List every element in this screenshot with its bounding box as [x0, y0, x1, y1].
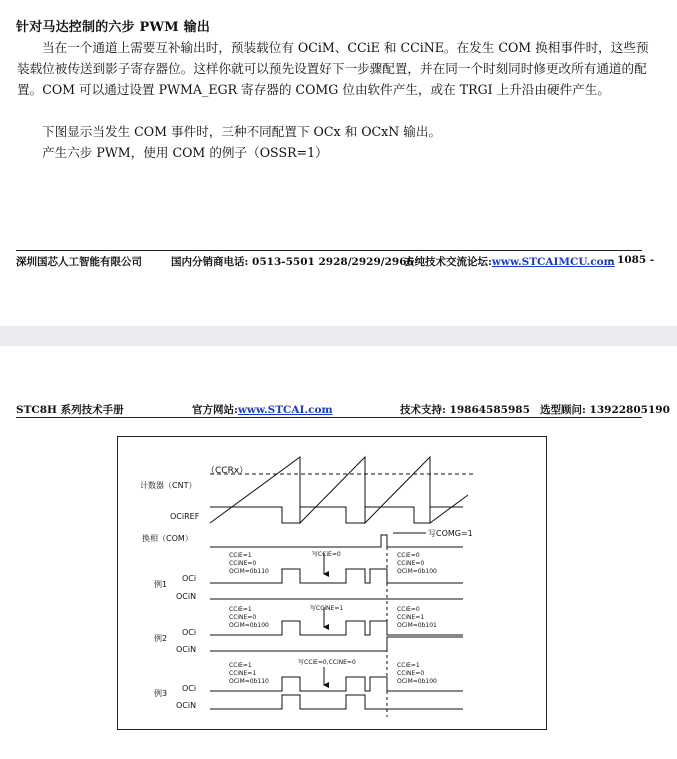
- ex1-oc-label: OCi: [182, 574, 197, 583]
- com-waveform: [210, 535, 463, 547]
- header-site: [192, 402, 333, 417]
- header-site-label: 官方网站:: [192, 404, 238, 416]
- ex3-after-line1: CCiE=1: [397, 662, 420, 669]
- ex1-after-line2: CCiNE=0: [397, 560, 425, 567]
- ex3-after-line3: OCiM=0b100: [397, 678, 437, 685]
- manual-title: STC8H 系列技术手册: [16, 404, 124, 416]
- ex2-after-line1: CCiE=0: [397, 606, 420, 613]
- paragraph-figure-intro: 下图显示当发生 COM 事件时，三种不同配置下 OCx 和 OCxN 输出。: [42, 124, 442, 139]
- ex2-oc-label: OCi: [182, 628, 197, 637]
- ex3-after-line2: CCiNE=0: [397, 670, 425, 677]
- com-label: 换相（COM）: [142, 534, 193, 543]
- comg-note: 写COMG=1: [428, 529, 473, 538]
- ex1-write-note: 写CCiE=0: [312, 551, 341, 558]
- ex1-before-line2: CCiNE=0: [229, 560, 257, 567]
- ex2-ocn-waveform: [210, 637, 463, 651]
- ex2-before-line2: CCiNE=0: [229, 614, 257, 621]
- timing-diagram: [117, 436, 547, 730]
- ex3-ocn-label: OCiN: [176, 701, 197, 710]
- ccrx-label: （CCRx）: [206, 466, 249, 476]
- counter-sawtooth: [210, 457, 468, 523]
- ex3-name: 例3: [154, 689, 168, 698]
- ex2-after-line2: CCiNE=1: [397, 614, 425, 621]
- ex1-after-line3: OCiM=0b100: [397, 568, 437, 575]
- ex3-before-line3: OCiM=0b110: [229, 678, 269, 685]
- ex2-name: 例2: [154, 634, 168, 643]
- ex2-write-note: 写CCiNE=1: [310, 605, 344, 612]
- ex2-ocn-label: OCiN: [176, 645, 197, 654]
- page-number: - 1085 -: [609, 254, 655, 266]
- ex3-before-line1: CCiE=1: [229, 662, 252, 669]
- header-consultant: 选型顾问: 13922805190: [540, 404, 670, 416]
- ex2-after-line3: OCiM=0b101: [397, 622, 437, 629]
- header-support: 技术支持: 19864585985: [400, 404, 530, 416]
- ex2-before-line3: OCiM=0b100: [229, 622, 269, 629]
- ex3-oc-label: OCi: [182, 684, 197, 693]
- section-heading: 针对马达控制的六步 PWM 输出: [16, 20, 211, 35]
- forum-link[interactable]: www.STCAIMCU.com: [491, 256, 615, 268]
- footer-company: 深圳国芯人工智能有限公司: [16, 256, 142, 268]
- ex1-before-line1: CCiE=1: [229, 552, 252, 559]
- ocref-label: OCiREF: [170, 512, 200, 521]
- paragraph-example-caption: 产生六步 PWM，使用 COM 的例子（OSSR=1）: [42, 145, 328, 160]
- header-rule: [16, 417, 642, 418]
- ocref-waveform: [210, 507, 463, 523]
- footer-forum: [404, 254, 615, 269]
- footer-phone: 国内分销商电话: 0513-5501 2928/2929/2966: [171, 256, 414, 268]
- cnt-label: 计数器（CNT）: [140, 481, 197, 490]
- site-link[interactable]: www.STCAI.com: [237, 404, 333, 416]
- footer-rule: [16, 250, 642, 251]
- ex3-before-line2: CCiNE=1: [229, 670, 257, 677]
- ex3-write-note: 写CCiE=0,CCiNE=0: [298, 659, 356, 666]
- timing-diagram-svg: [118, 437, 548, 731]
- ex1-after-line1: CCiE=0: [397, 552, 420, 559]
- ex2-before-line1: CCiE=1: [229, 606, 252, 613]
- paragraph-com-preload: 当在一个通道上需要互补输出时，预装载位有 OCiM、CCiE 和 CCiNE。在发生 COM 换相事件时，这些预装载位被传送到影子寄存器位。这样你就可以预先设置好下一步骤配置，并在同一个时刻同时修更改所有通道的配置。COM 可以通过设置 PWMA_EGR 寄存器的 COMG 位由软件产生，或在 TRGI 上升沿由硬件产生。: [17, 40, 649, 97]
- ex1-name: 例1: [154, 580, 168, 589]
- page-gap: [0, 326, 677, 346]
- ex1-ocn-label: OCiN: [176, 592, 197, 601]
- ex1-before-line3: OCiM=0b110: [229, 568, 269, 575]
- ex3-ocn-waveform: [210, 695, 463, 709]
- footer-forum-label: 去纯技术交流论坛:: [404, 256, 492, 268]
